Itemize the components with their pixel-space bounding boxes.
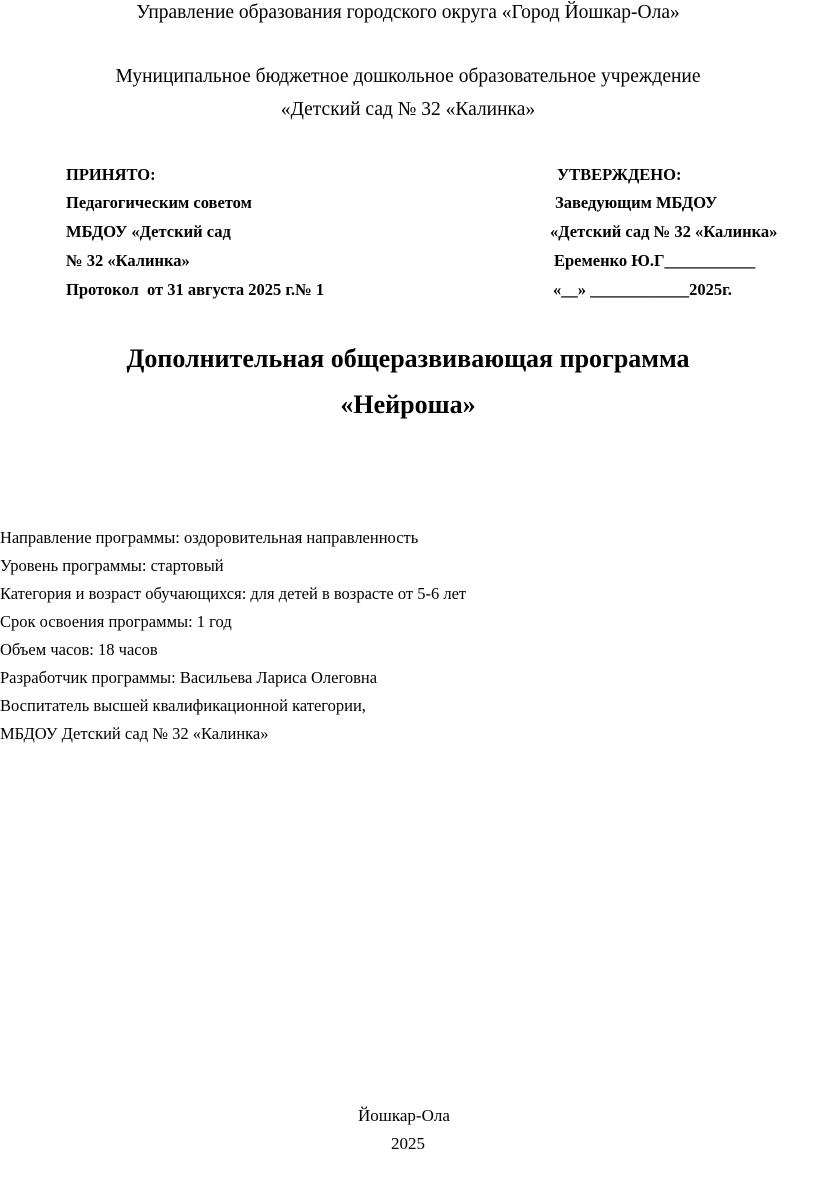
program-title: Дополнительная общеразвивающая программа <box>126 344 690 373</box>
footer-year: 2025 <box>391 1134 425 1153</box>
accepted-line3: № 32 «Калинка» <box>66 251 190 270</box>
footer-city: Йошкар-Ола <box>358 1106 450 1125</box>
detail-category: Категория и возраст обучающихся: для детей в возрасте от 5-6 лет <box>0 584 467 603</box>
approved-date: «__» ____________2025г. <box>553 280 732 299</box>
accepted-line2: МБДОУ «Детский сад <box>66 222 231 241</box>
detail-organization: МБДОУ Детский сад № 32 «Калинка» <box>0 724 269 743</box>
detail-position: Воспитатель высшей квалификационной категории, <box>0 696 366 715</box>
accepted-line1: Педагогическим советом <box>66 193 252 212</box>
program-name: «Нейроша» <box>340 390 476 419</box>
department-heading: Управление образования городского округа «Город Йошкар-Ола» <box>136 2 680 23</box>
institution-name-line2: «Детский сад № 32 «Калинка» <box>280 99 536 120</box>
approved-signature: Еременко Ю.Г___________ <box>554 251 756 270</box>
detail-hours: Объем часов: 18 часов <box>0 640 158 659</box>
detail-level: Уровень программы: стартовый <box>0 556 224 575</box>
institution-name-line1: Муниципальное бюджетное дошкольное образовательное учреждение <box>115 66 701 87</box>
approved-line1: Заведующим МБДОУ <box>555 193 718 212</box>
approved-line2: «Детский сад № 32 «Калинка» <box>550 222 778 241</box>
detail-developer: Разработчик программы: Васильева Лариса Олеговна <box>0 668 378 687</box>
accepted-protocol: Протокол от 31 августа 2025 г.№ 1 <box>66 280 325 299</box>
detail-direction: Направление программы: оздоровительная направленность <box>0 528 419 547</box>
accepted-heading: ПРИНЯТО: <box>66 165 156 184</box>
detail-duration: Срок освоения программы: 1 год <box>0 612 232 631</box>
approved-heading: УТВЕРЖДЕНО: <box>557 165 682 184</box>
